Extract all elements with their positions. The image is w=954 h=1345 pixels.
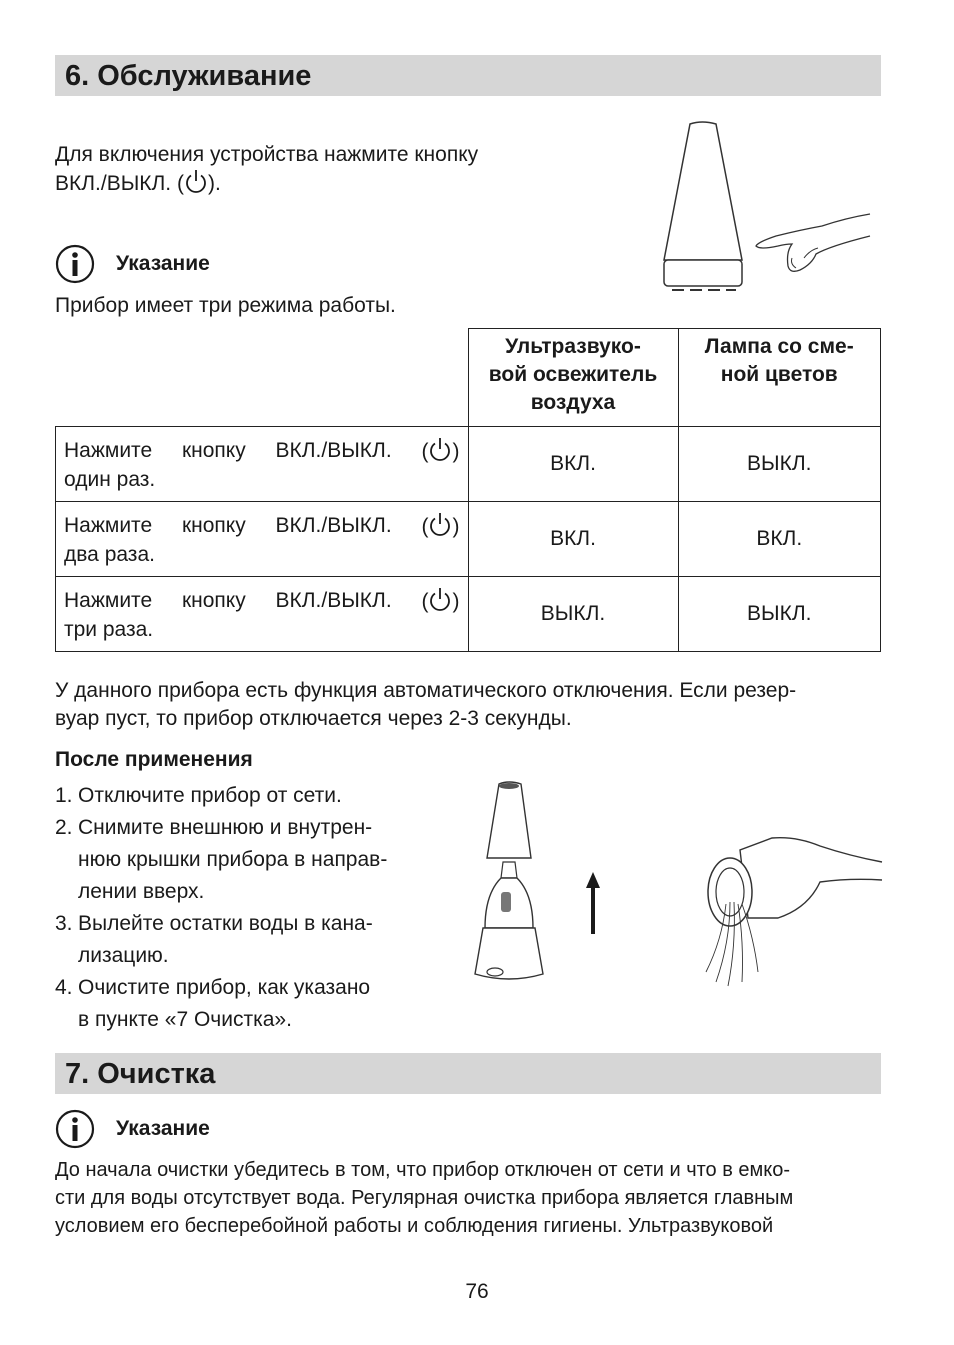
word: ( [421,590,429,613]
step-line: Снимите внешнюю и внутрен- [78,816,373,839]
auto-off-paragraph [55,677,881,733]
word: кнопку [181,439,246,462]
step-line: в пункте «7 Очистка». [78,1008,292,1031]
section-6-title: 6. Обслуживание [65,60,312,92]
text-line: условием его бесперебойной работы и соблюдения гигиены. Ультразвуковой [55,1215,774,1237]
list-item [55,972,425,1036]
word: ВКЛ./ВЫКЛ. [275,514,392,537]
section-7-header [55,1053,881,1094]
word: ) [452,515,460,538]
table-row [56,577,881,652]
word: Нажмите [64,439,153,462]
step-number: 2. [55,816,73,839]
word: кнопку [181,514,246,537]
header-line: вой освежитель [488,363,658,386]
section-7-title: 7. Очистка [65,1058,216,1090]
header-line: Ультразвуко- [505,335,641,358]
intro-line-2 [55,169,615,198]
info-icon [55,244,95,284]
step-number: 1. [55,784,73,807]
table-cell-freshener: ВКЛ. [468,427,678,502]
word: ВКЛ./ВЫКЛ. [275,439,392,462]
text-line: сти для воды отсутствует вода. Регулярная очистка прибора является главным [55,1187,794,1209]
note-1-label: Указание [116,252,210,275]
step-number: 3. [55,912,73,935]
table-row [56,502,881,577]
intro-line-2-post: ). [207,172,221,195]
table-row [56,427,881,502]
section-7-text [55,1156,881,1240]
step-line: Отключите прибор от сети. [78,784,342,807]
power-icon [428,512,452,538]
header-line: ной цветов [720,363,838,386]
step-line: Очистите прибор, как указано [78,976,371,999]
table-cell-lamp: ВЫКЛ. [678,427,881,502]
header-line: воздуха [530,391,616,414]
table-corner [56,329,469,427]
power-icon [428,587,452,613]
table-cell-freshener: ВЫКЛ. [468,577,678,652]
row-label-line-2: два раза. [64,543,155,566]
word: ВКЛ./ВЫКЛ. [275,589,392,612]
power-icon [428,437,452,463]
after-use-steps [55,780,425,1036]
row-label-line-2: три раза. [64,618,154,641]
page-number: 76 [465,1280,489,1303]
step-line: лении вверх. [78,880,205,903]
row-label-line-2: один раз. [64,468,156,491]
word: ( [421,515,429,538]
intro-text [55,141,615,198]
word: Нажмите [64,589,153,612]
list-item [55,780,425,812]
text-line: До начала очистки убедитесь в том, что прибор отключен от сети и что в емко- [55,1159,791,1181]
intro-line-2-pre: ВКЛ./ВЫКЛ. ( [55,172,184,195]
step-line: лизацию. [78,944,169,967]
word: ) [452,590,460,613]
section-6-header [55,55,881,96]
note-2 [55,1107,210,1151]
note-1-text: Прибор имеет три режима работы. [55,294,396,317]
table-header-air-freshener [468,329,678,427]
table-cell-lamp: ВЫКЛ. [678,577,881,652]
arrow-up-icon [586,872,600,934]
table-row-label [56,502,469,577]
after-use-heading: После применения [55,748,253,771]
step-number: 4. [55,976,73,999]
table-header-lamp [678,329,881,427]
step-line: нюю крышки прибора в направ- [78,848,388,871]
note-2-label: Указание [116,1117,210,1140]
word: ( [421,440,429,463]
disassembly-illustration [465,778,625,998]
intro-line-1: Для включения устройства нажмите кнопку [55,143,479,166]
pouring-illustration [700,822,885,992]
auto-off-line-2: вуар пуст, то прибор отключается через 2-3 секунды. [55,707,572,730]
info-icon [55,1109,95,1149]
modes-table [55,328,881,652]
table-cell-freshener: ВКЛ. [468,502,678,577]
word: ) [452,440,460,463]
header-line: Лампа со сме- [704,335,854,358]
note-1 [55,242,210,286]
word: Нажмите [64,514,153,537]
device-hand-illustration [650,118,880,298]
auto-off-line-1: У данного прибора есть функция автоматического отключения. Если резер- [55,679,797,702]
table-row-label [56,577,469,652]
list-item [55,908,425,972]
word: кнопку [181,589,246,612]
power-icon [184,169,208,195]
table-row-label [56,427,469,502]
list-item [55,812,425,908]
table-cell-lamp: ВКЛ. [678,502,881,577]
step-line: Вылейте остатки воды в кана- [78,912,373,935]
